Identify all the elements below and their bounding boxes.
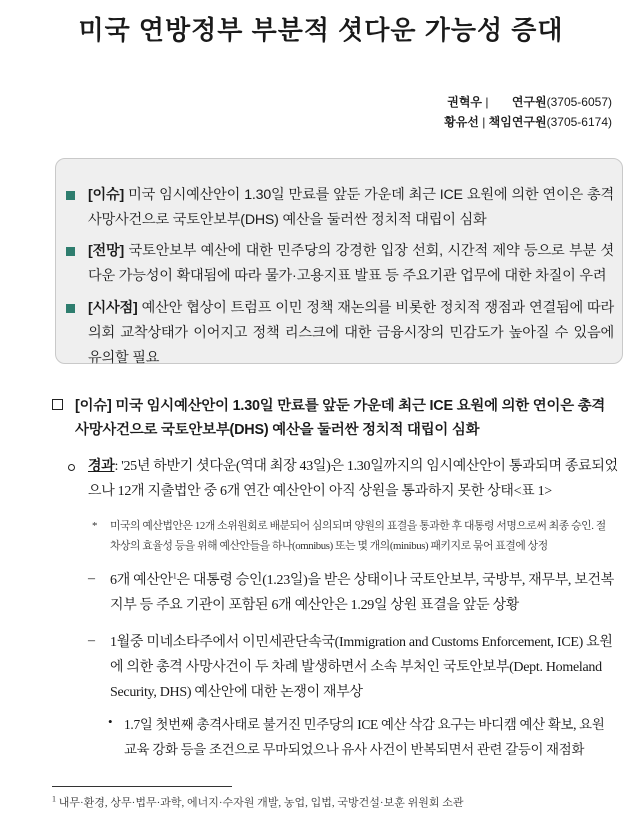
summary-text: 국토안보부 예산에 대한 민주당의 강경한 입장 선회, 시간적 제약 등으로 부분 셧다운 가능성이 확대됨에 따라 물가·고용지표 발표 등 주요기관 업무에 대한 차질이 우려: [88, 243, 614, 284]
summary-box: [55, 158, 623, 364]
footnote: [52, 795, 463, 811]
page-title: 미국 연방정부 부분적 셧다운 가능성 증대: [78, 15, 564, 45]
circle-bullet-icon: [68, 464, 75, 471]
checkbox-square-icon: [52, 399, 63, 410]
dash-bullet-icon: –: [88, 571, 95, 586]
dash-bullet-icon: –: [88, 633, 95, 648]
footnote-text: 내무·환경, 상무·법무·과학, 에너지·수자원 개발, 농업, 입법, 국방건설·보훈 위원회 소관: [58, 797, 464, 809]
square-bullet-icon: [66, 304, 75, 313]
summary-tag: [전망]: [88, 243, 125, 259]
summary-tag: [시사점]: [88, 300, 138, 316]
summary-item: [66, 239, 614, 289]
author-role: 연구원: [511, 95, 547, 109]
summary-tag: [이슈]: [88, 187, 125, 203]
square-bullet-icon: [66, 247, 75, 256]
dash-item: 1월중 미네소타주에서 이민세관단속국(Immigration and Customs Enforcement, ICE) 요원에 의한 총격 사망사건이 두 차례 발생하면서 소속 부처인 국토안보부(Dept. Homeland Security, DHS) 예산안에 대한 논쟁이 재부상: [110, 635, 613, 700]
footnote-divider: [52, 786, 232, 787]
author-name: 권혁우: [447, 95, 483, 109]
dash-item: 6개 예산안$^1$은 대통령 승인(1.23일)을 받은 상태이나 국토안보부, 국방부, 재무부, 보건복지부 등 주요 기관이 포함된 6개 예산안은 1.29일 상원 표결을 앞둔 상황: [110, 571, 614, 613]
summary-text: 미국 임시예산안이 1.30일 만료를 앞둔 가운데 최근 ICE 요원에 의한 연이은 총격 사망사건으로 국토안보부(DHS) 예산을 둘러싼 정치적 대립이 심화: [88, 187, 614, 228]
summary-item: [66, 183, 614, 233]
summary-item: [66, 296, 614, 371]
author-phone: (3705-6057): [546, 95, 612, 109]
square-bullet-icon: [66, 191, 75, 200]
author-block: [444, 92, 612, 132]
summary-text: 예산안 협상이 트럼프 이민 정책 재논의를 비롯한 정치적 쟁점과 연결됨에 따라 의회 교착상태가 이어지고 정책 리스크에 대한 금융시장의 민감도가 높아질 수 있음에 유의할 필요: [88, 300, 614, 366]
note-text: 미국의 예산법안은 12개 소위원회로 배분되어 심의되며 양원의 표결을 통과한 후 대통령 서명으로써 최종 승인. 절차상의 효율성 등을 위해 예산안들을 하나(omnibus) 또는 몇 개의(minibus) 패키지로 묶어 표결에 상정: [110, 520, 606, 552]
footnote-mark: 1: [52, 794, 56, 804]
section-heading: [이슈] 미국 임시예산안이 1.30일 만료를 앞둔 가운데 최근 ICE 요원에 의한 연이은 총격 사망사건으로 국토안보부(DHS) 예산을 둘러싼 정치적 대립이 심화: [52, 394, 612, 442]
author-row: 황유선 | 책임연구원(3705-6174): [444, 115, 612, 129]
background-paragraph: [88, 454, 618, 504]
background-text: : '25년 하반기 셧다운(역대 최장 43일)은 1.30일까지의 임시예산안이 통과되며 종료되었으나 12개 지출법안 중 6개 연간 예산안이 아직 상원을 통과하지 못한 상태<표 1>: [88, 459, 618, 499]
author-row: 권혁우 | 연구원(3705-6057): [447, 95, 612, 109]
author-phone: (3705-6174): [546, 115, 612, 129]
background-label: 경과: [88, 459, 115, 474]
dot-bullet-icon: •: [108, 714, 113, 729]
footnote-ref: 1: [172, 571, 177, 581]
author-name: 황유선: [444, 115, 479, 129]
note-mark: *: [92, 520, 97, 532]
dot-item: 1.7일 첫번째 총격사태로 불거진 민주당의 ICE 예산 삭감 요구는 바디캠 예산 확보, 요원 교육 강화 등을 조건으로 무마되었으나 유사 사건이 반복되면서 관련 갈등이 재점화: [124, 717, 605, 757]
author-role: 책임연구원: [488, 115, 547, 129]
